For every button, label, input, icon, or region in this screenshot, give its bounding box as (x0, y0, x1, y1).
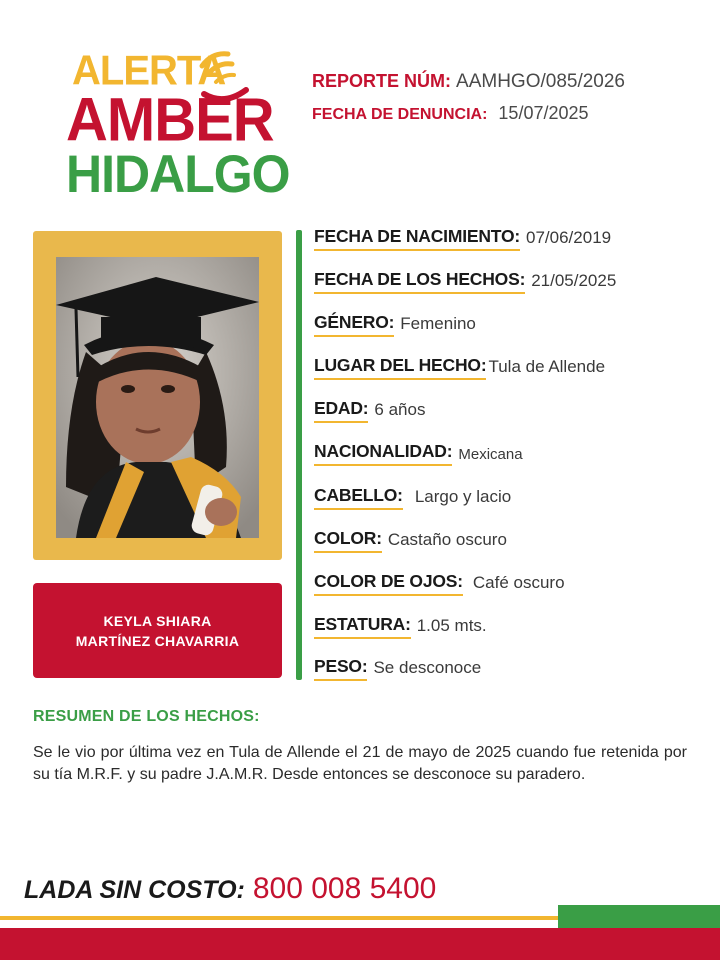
report-date-value: 15/07/2025 (498, 103, 589, 123)
field-value: Se desconoce (373, 658, 482, 677)
toll-free-label: LADA SIN COSTO: (24, 876, 245, 904)
field-label: ESTATURA: (314, 614, 411, 639)
toll-free-number[interactable]: 800 008 5400 (252, 872, 437, 905)
footer-green-bar (558, 905, 720, 928)
child-name-last: MARTÍNEZ CHAVARRIA (75, 632, 240, 649)
field-eye-color (314, 571, 565, 596)
logo-amber-text: AMBER (66, 85, 274, 155)
summary-text: Se le vio por última vez en Tula de Allende el 21 de mayo de 2025 cuando fue retenida por su tía M.R.F. y su padre J.A.M.R. Desde entonces se desconoce su paradero. (33, 744, 687, 783)
report-date-label: FECHA DE DENUNCIA: (312, 106, 488, 123)
child-name-first: KEYLA SHIARA (103, 612, 212, 629)
field-gender (314, 312, 476, 337)
field-value: Café oscuro (472, 573, 565, 592)
field-birth-date (314, 226, 611, 251)
logo-hidalgo-text: HIDALGO (66, 144, 290, 204)
field-value: Tula de Allende (488, 357, 606, 376)
field-weight (314, 656, 481, 681)
toll-free-line (24, 872, 436, 906)
field-label: GÉNERO: (314, 312, 394, 337)
field-label: CABELLO: (314, 485, 403, 510)
report-number (312, 71, 625, 93)
field-event-date (314, 269, 616, 294)
summary-title: RESUMEN DE LOS HECHOS: (33, 708, 260, 725)
field-label: FECHA DE LOS HECHOS: (314, 269, 525, 294)
field-value: 07/06/2019 (526, 228, 612, 247)
field-hair (314, 485, 511, 510)
report-number-value: AAMHGO/085/2026 (456, 71, 625, 92)
photo-frame (33, 231, 282, 560)
logo-alerta-text: ALERTA (72, 47, 226, 95)
child-photo (56, 257, 259, 538)
field-height (314, 614, 487, 639)
field-value: 1.05 mts. (416, 616, 487, 635)
footer-gold-bar (0, 916, 560, 920)
field-hair-color (314, 528, 507, 553)
field-value: Castaño oscuro (387, 530, 507, 549)
field-label: COLOR: (314, 528, 382, 553)
field-nationality (314, 441, 523, 466)
field-label: FECHA DE NACIMIENTO: (314, 226, 520, 251)
report-date (312, 103, 589, 124)
field-value: Largo y lacio (414, 487, 512, 506)
alerta-amber-hidalgo-logo (66, 44, 290, 204)
report-number-label: REPORTE NÚM: (312, 71, 451, 91)
field-label: LUGAR DEL HECHO: (314, 355, 486, 380)
field-label: COLOR DE OJOS: (314, 571, 463, 596)
field-label: PESO: (314, 656, 367, 681)
field-label: EDAD: (314, 398, 368, 423)
field-value: Mexicana (458, 446, 523, 463)
child-name-box (33, 583, 282, 678)
field-value: 21/05/2025 (531, 271, 617, 290)
field-value: Femenino (400, 314, 476, 333)
field-value: 6 años (374, 400, 426, 419)
field-age (314, 398, 425, 423)
field-location (314, 355, 605, 380)
field-label: NACIONALIDAD: (314, 441, 452, 466)
green-divider (296, 230, 302, 680)
footer-red-bar (0, 928, 720, 960)
